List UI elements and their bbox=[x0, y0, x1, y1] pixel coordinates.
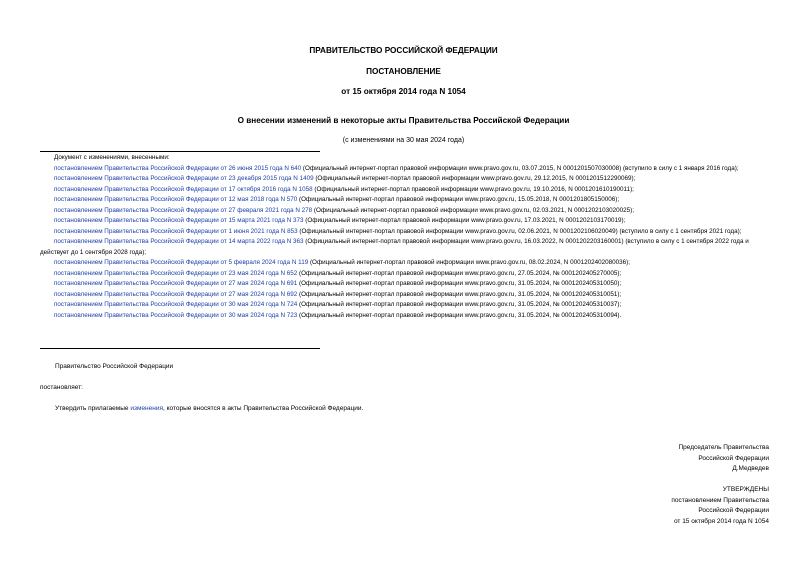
amendment-link[interactable]: постановлением Правительства Российской Федерации от 27 февраля 2021 года N 278 bbox=[54, 206, 313, 214]
amendments-list bbox=[40, 153, 770, 321]
amendment-item bbox=[40, 300, 770, 311]
revision-note: (с изменениями на 30 мая 2024 года) bbox=[342, 137, 465, 144]
doc-type-heading: ПОСТАНОВЛЕНИЕ bbox=[366, 67, 441, 76]
amendment-source: (Официальный интернет-портал правовой информации www.pravo.gov.ru, 31.05.2024, № 0001202405310094). bbox=[297, 311, 622, 319]
bottom-divider bbox=[40, 348, 320, 349]
resolves-line: постановляет: bbox=[40, 384, 83, 391]
amendment-link[interactable]: постановлением Правительства Российской Федерации от 15 марта 2021 года N 373 bbox=[54, 217, 304, 224]
approval-line-1: постановлением Правительства bbox=[671, 496, 769, 504]
amendment-source: (Официальный интернет-портал правовой информации www.pravo.gov.ru, 03.07.2015, N 0001201507030008) (вступило в силу с 1 января 2016 года); bbox=[301, 164, 739, 172]
approve-paragraph bbox=[55, 404, 363, 413]
amendment-item bbox=[40, 164, 770, 175]
amendments-intro: Документ с изменениями, внесенными: bbox=[54, 154, 170, 161]
amendment-source: (Официальный интернет-портал правовой информации www.pravo.gov.ru, 31.05.2024, № 0001202405310037); bbox=[297, 301, 622, 308]
amendment-source: (Официальный интернет-портал правовой информации www.pravo.gov.ru, 15.05.2018, N 0001201805150006); bbox=[297, 196, 620, 203]
changes-link[interactable]: изменения bbox=[130, 405, 163, 412]
document-title: О внесении изменений в некоторые акты Правительства Российской Федерации bbox=[237, 116, 570, 125]
approval-line-3: от 15 октября 2014 года N 1054 bbox=[673, 517, 769, 525]
amendment-link[interactable]: постановлением Правительства Российской Федерации от 30 мая 2024 года N 723 bbox=[54, 311, 298, 319]
amendment-source: (Официальный интернет-портал правовой информации www.pravo.gov.ru, 17.03.2021, N 0001202103170019); bbox=[303, 217, 626, 224]
amendment-source: (Официальный интернет-портал правовой информации www.pravo.gov.ru, 16.03.2022, N 0001202203160001) (вступило в силу с 1 сентября 2022 года и действует до 1 сентября 2028 года); bbox=[40, 238, 749, 256]
amendment-item bbox=[40, 227, 770, 238]
amendment-item bbox=[40, 216, 770, 227]
amendment-source: (Официальный интернет-портал правовой информации www.pravo.gov.ru, 02.06.2021, N 0001202106020049) (вступило в силу с 1 сентября 2021 года); bbox=[297, 227, 742, 235]
amendment-item bbox=[40, 195, 770, 206]
amendment-link[interactable]: постановлением Правительства Российской Федерации от 26 июня 2015 года N 640 bbox=[54, 164, 302, 172]
amendment-link[interactable]: постановлением Правительства Российской Федерации от 14 марта 2022 года N 363 bbox=[54, 238, 304, 245]
government-line: Правительство Российской Федерации bbox=[55, 363, 174, 370]
approval-line-2: Российской Федерации bbox=[698, 507, 769, 514]
amendment-item bbox=[40, 258, 770, 269]
amendment-source: (Официальный интернет-портал правовой информации www.pravo.gov.ru, 27.05.2024, № 0001202405270005); bbox=[297, 269, 622, 277]
approve-prefix: Утвердить прилагаемые bbox=[55, 405, 131, 412]
government-heading: ПРАВИТЕЛЬСТВО РОССИЙСКОЙ ФЕДЕРАЦИИ bbox=[309, 46, 498, 55]
amendment-source: (Официальный интернет-портал правовой информации www.pravo.gov.ru, 19.10.2016, N 0001201610190011); bbox=[312, 185, 634, 193]
amendment-link[interactable]: постановлением Правительства Российской Федерации от 27 мая 2024 года N 691 bbox=[54, 280, 298, 287]
approval-block bbox=[569, 485, 769, 527]
amendment-link[interactable]: постановлением Правительства Российской Федерации от 1 июня 2021 года N 853 bbox=[54, 227, 298, 235]
amendment-item bbox=[40, 185, 770, 196]
amendment-item bbox=[40, 279, 770, 290]
amendment-link[interactable]: постановлением Правительства Российской Федерации от 23 мая 2024 года N 652 bbox=[54, 269, 298, 277]
signature-name: Д.Медведев bbox=[732, 465, 769, 472]
amendment-link[interactable]: постановлением Правительства Российской Федерации от 17 октября 2016 года N 1058 bbox=[54, 185, 313, 193]
date-number-heading: от 15 октября 2014 года N 1054 bbox=[341, 87, 466, 96]
amendment-item bbox=[40, 206, 770, 217]
signature-position-1: Председатель Правительства bbox=[678, 444, 769, 451]
amendment-link[interactable]: постановлением Правительства Российской Федерации от 30 мая 2024 года N 724 bbox=[54, 301, 298, 308]
signature-block bbox=[569, 443, 769, 475]
top-divider bbox=[40, 151, 320, 152]
signature-position-2: Российской Федерации bbox=[698, 454, 769, 462]
amendment-item bbox=[40, 174, 770, 185]
amendment-source: (Официальный интернет-портал правовой информации www.pravo.gov.ru, 31.05.2024, № 0001202405310050); bbox=[297, 280, 622, 287]
amendment-source: (Официальный интернет-портал правовой информации www.pravo.gov.ru, 08.02.2024, N 0001202402080036); bbox=[308, 259, 630, 266]
amendment-item bbox=[40, 290, 770, 301]
amendment-link[interactable]: постановлением Правительства Российской Федерации от 27 мая 2024 года N 692 bbox=[54, 290, 298, 298]
amendment-item bbox=[40, 237, 770, 258]
approval-stamp: УТВЕРЖДЕНЫ bbox=[722, 486, 769, 493]
approve-suffix: , которые вносятся в акты Правительства Российской Федерации. bbox=[163, 405, 364, 412]
amendment-item bbox=[40, 311, 770, 322]
amendment-source: (Официальный интернет-портал правовой информации www.pravo.gov.ru, 31.05.2024, № 0001202405310051); bbox=[297, 290, 622, 298]
amendment-source: (Официальный интернет-портал правовой информации www.pravo.gov.ru, 02.03.2021, N 0001202103020025); bbox=[312, 206, 634, 214]
amendment-link[interactable]: постановлением Правительства Российской Федерации от 12 мая 2018 года N 570 bbox=[54, 196, 298, 203]
amendment-item bbox=[40, 269, 770, 280]
amendment-source: (Официальный интернет-портал правовой информации www.pravo.gov.ru, 29.12.2015, N 0001201512290069); bbox=[313, 175, 636, 182]
amendment-link[interactable]: постановлением Правительства Российской Федерации от 23 декабря 2015 года N 1409 bbox=[54, 175, 314, 182]
amendment-link[interactable]: постановлением Правительства Российской Федерации от 5 февраля 2024 года N 119 bbox=[54, 259, 309, 266]
